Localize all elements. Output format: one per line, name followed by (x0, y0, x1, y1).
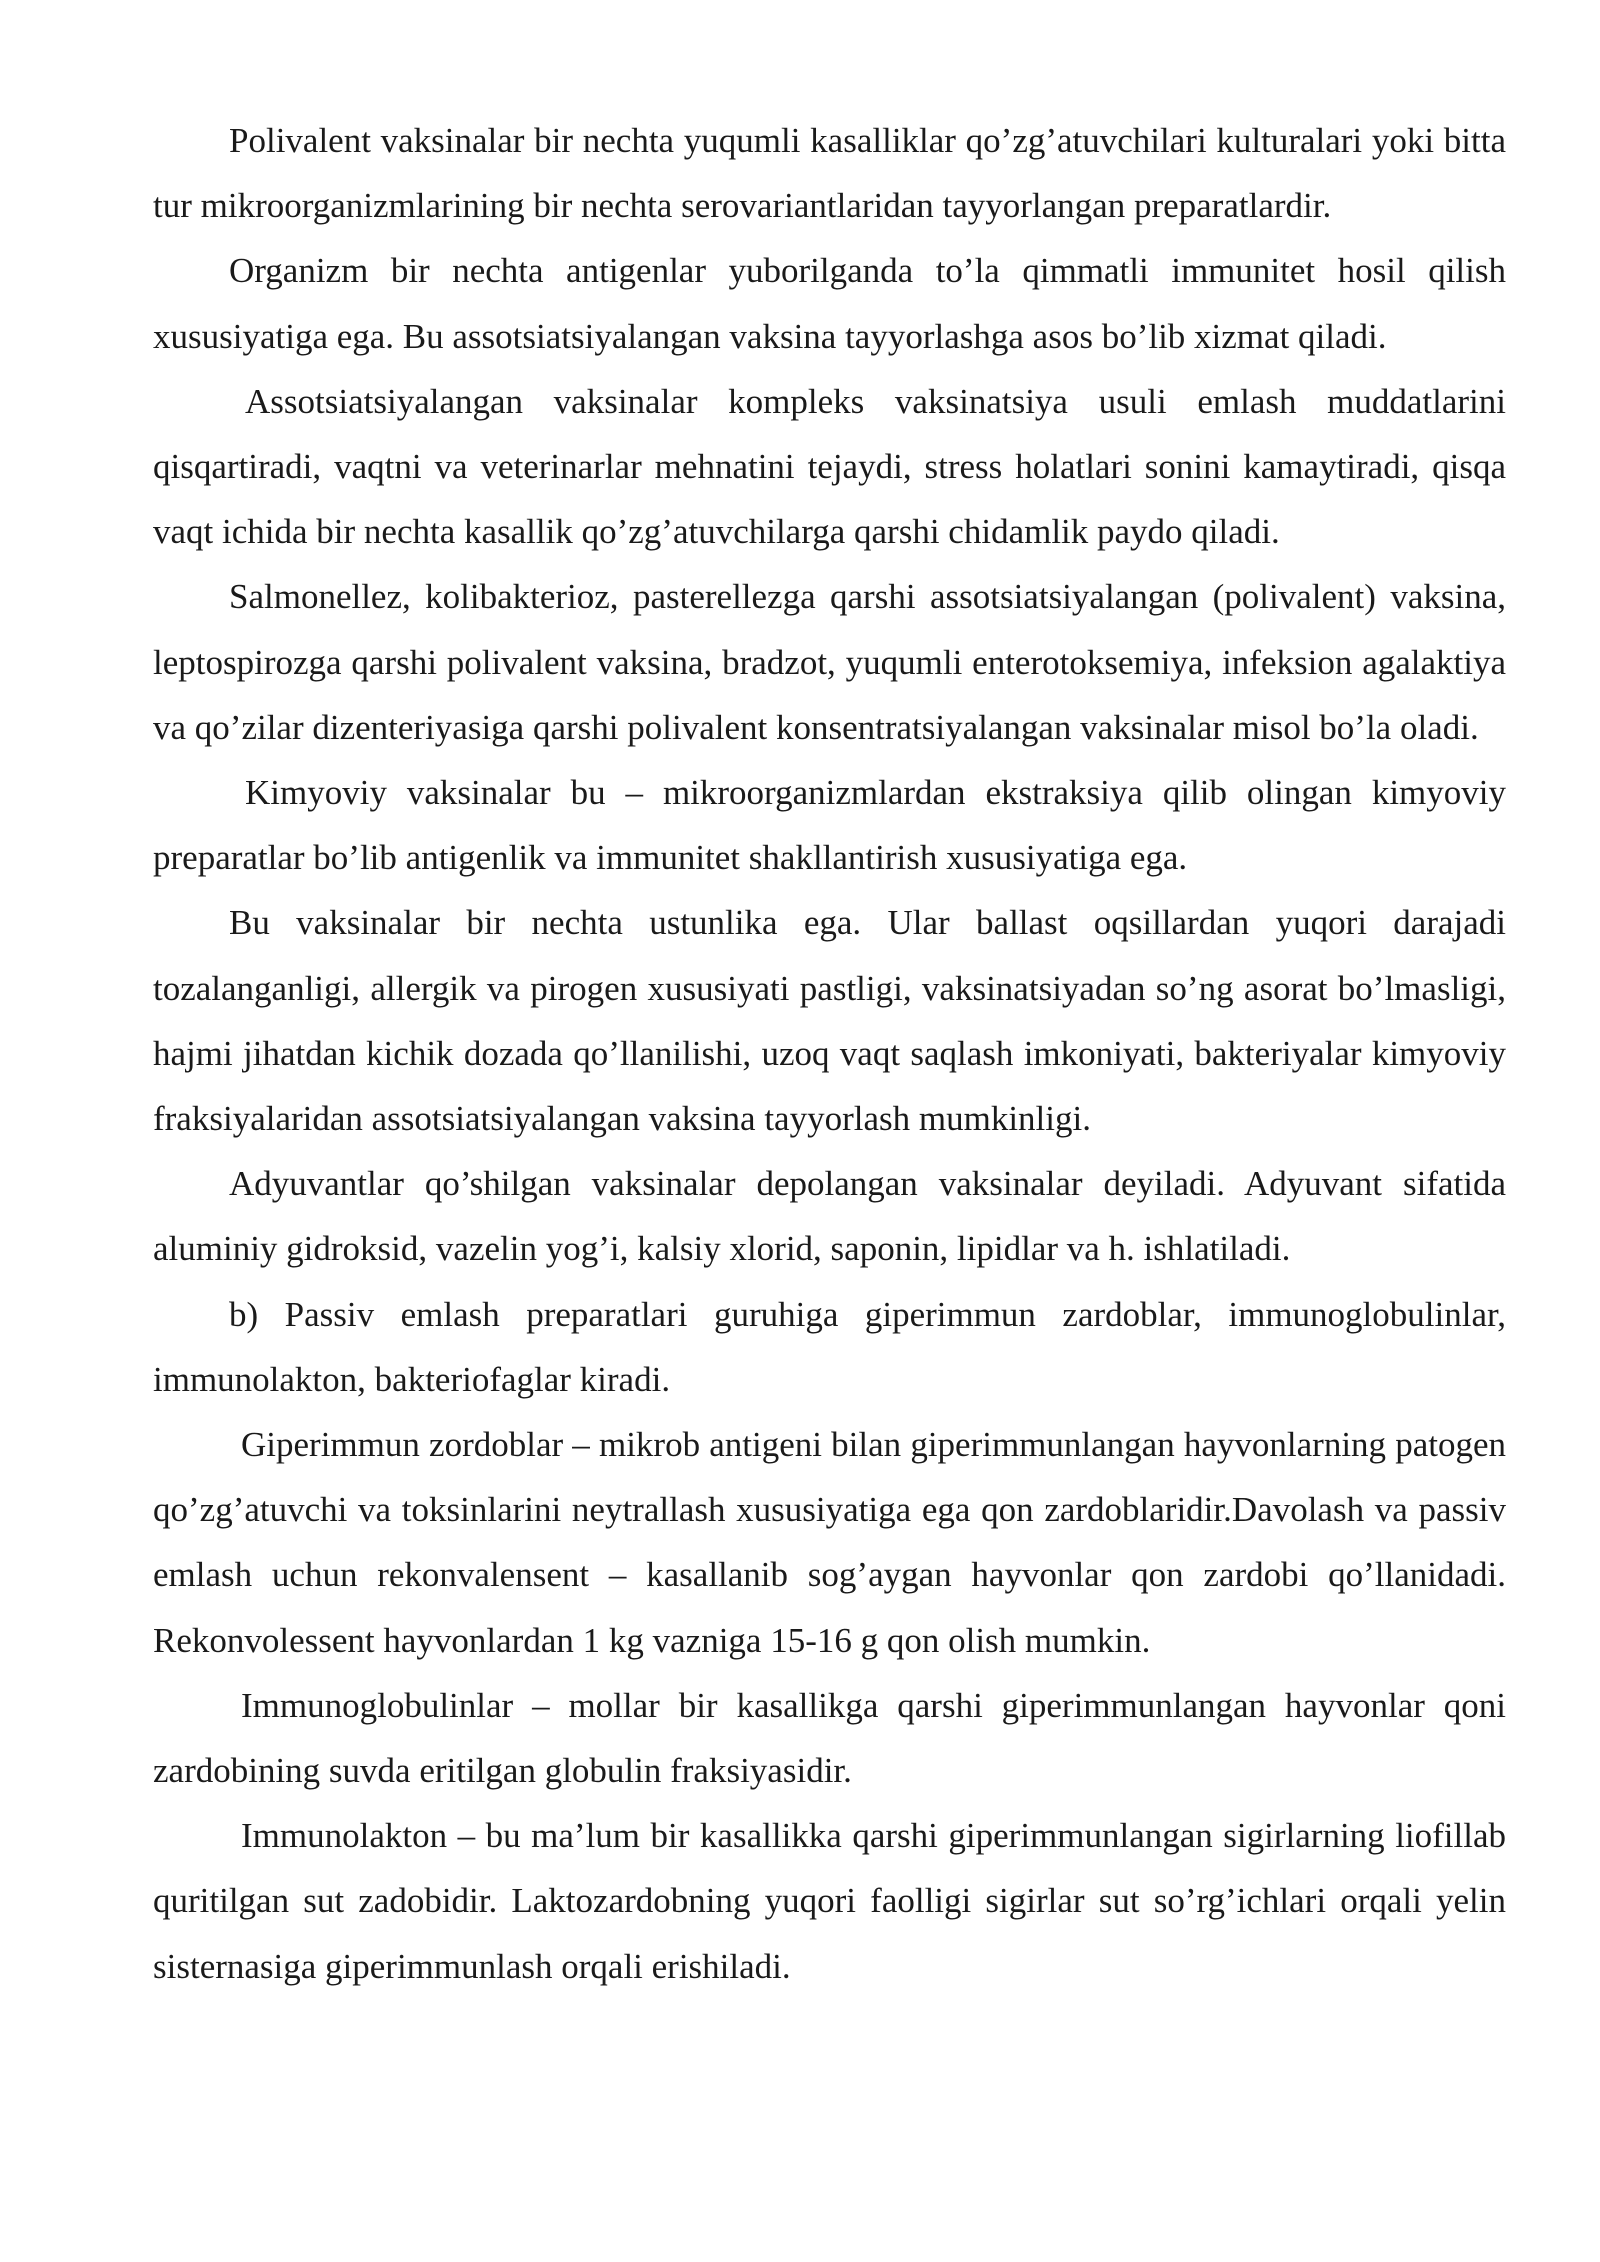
paragraph-hyperimmune-sera: Giperimmun zordoblar – mikrob antigeni bilan giperimmunlangan hayvonlarning patogen qo’zg’atuvchi va toksinlarini neytrallash xususiyatiga ega qon zardoblaridir.Davolash va passiv emlash uchun rekonvalensent – kasallanib sog’aygan hayvonlar qon zardobi qo’llanidadi. Rekonvolessent hayvonlardan 1 kg vazniga 15-16 g qon olish mumkin. (153, 1425, 1506, 1660)
paragraph-passive-immunization: b) Passiv emlash preparatlari guruhiga giperimmun zardoblar, immunoglobulinlar, immunolakton, bakteriofaglar kiradi. (153, 1294, 1506, 1399)
paragraph-polyvalent-vaccines: Polivalent vaksinalar bir nechta yuqumli kasalliklar qo’zg’atuvchilari kulturalari yoki bitta tur mikroorganizmlarining bir nechta serovariantlaridan tayyorlangan preparatlardir. (153, 121, 1506, 226)
paragraph-immunoglobulins: Immunoglobulinlar – mollar bir kasallikga qarshi giperimmunlangan hayvonlar qoni zardobining suvda eritilgan globulin fraksiyasidir. (153, 1685, 1506, 1791)
paragraph-multiple-antigens: Organizm bir nechta antigenlar yuborilganda to’la qimmatli immunitet hosil qilish xususiyatiga ega. Bu assotsiatsiyalangan vaksina tayyorlashga asos bo’lib xizmat qiladi. (153, 251, 1506, 356)
paragraph-associated-vaccines: Assotsiatsiyalangan vaksinalar kompleks vaksinatsiya usuli emlash muddatlarini qisqartiradi, vaqtni va veterinarlar mehnatini tejaydi, stress holatlari sonini kamaytiradi, qisqa vaqt ichida bir nechta kasallik qo’zg’atuvchilarga qarshi chidamlik paydo qiladi. (153, 381, 1506, 552)
paragraph-chemical-vaccines: Kimyoviy vaksinalar bu – mikroorganizmlardan ekstraksiya qilib olingan kimyoviy preparatlar bo’lib antigenlik va immunitet shakllantirish xususiyatiga ega. (153, 773, 1506, 878)
paragraph-immunolacton: Immunolakton – bu ma’lum bir kasallikka qarshi giperimmunlangan sigirlarning liofillab quritilgan sut zadobidir. Laktozardobning yuqori faolligi sigirlar sut so’rg’ichlari orqali yelin sisternasiga giperimmunlash orqali erishiladi. (153, 1816, 1506, 1986)
paragraph-advantages: Bu vaksinalar bir nechta ustunlika ega. Ular ballast oqsillardan yuqori darajadi tozalanganligi, allergik va pirogen xususiyati pastligi, vaksinatsiyadan so’ng asorat bo’lmasligi, hajmi jihatdan kichik dozada qo’llanilishi, uzoq vaqt saqlash imkoniyati, bakteriyalar kimyoviy fraksiyalaridan assotsiatsiyalangan vaksina tayyorlash mumkinligi. (153, 903, 1506, 1139)
document-page (153, 108, 1506, 1999)
paragraph-vaccine-examples: Salmonellez, kolibakterioz, pasterellezga qarshi assotsiatsiyalangan (polivalent) vaksina, leptospirozga qarshi polivalent vaksina, bradzot, yuqumli enterotoksemiya, infeksion agalaktiya va qo’zilar dizenteriyasiga qarshi polivalent konsentratsiyalangan vaksinalar misol bo’la oladi. (153, 577, 1506, 747)
paragraph-adjuvants: Adyuvantlar qo’shilgan vaksinalar depolangan vaksinalar deyiladi. Adyuvant sifatida aluminiy gidroksid, vazelin yog’i, kalsiy xlorid, saponin, lipidlar va h. ishlatiladi. (153, 1164, 1506, 1269)
